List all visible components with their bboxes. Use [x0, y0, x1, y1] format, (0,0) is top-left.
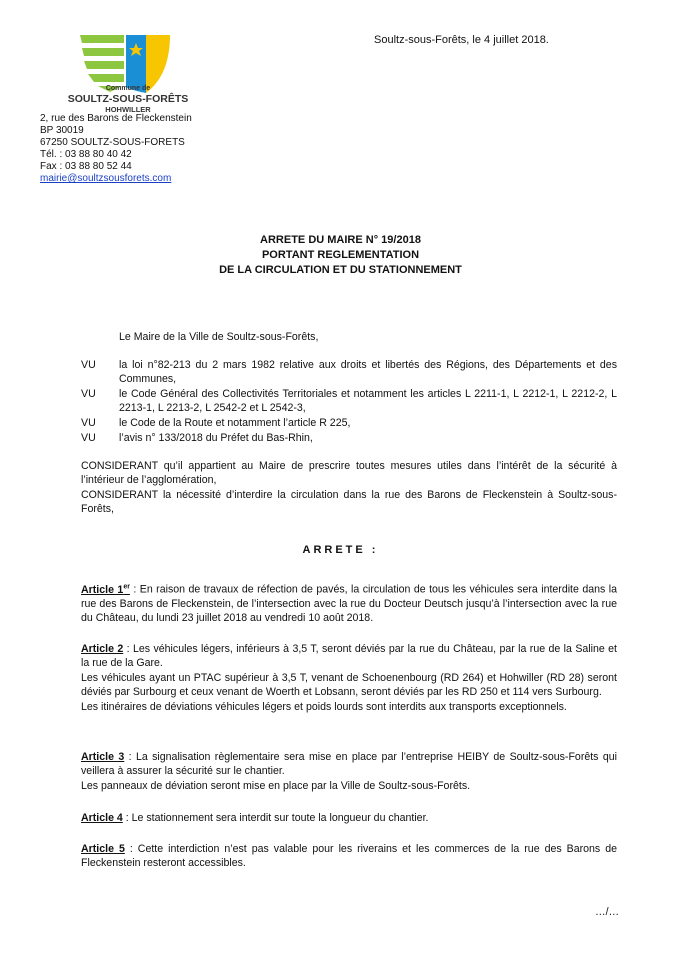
vu-label: VU [81, 432, 96, 444]
article-label: Article 2 [81, 643, 124, 655]
continuation-mark: …/… [595, 906, 620, 918]
address-line: 2, rue des Barons de Fleckenstein [40, 113, 192, 124]
article-label: Article 1er [81, 583, 130, 596]
vu-text: la loi n°82-213 du 2 mars 1982 relative aux droits et libertés des Régions, des Départements et des Communes, [119, 359, 617, 386]
title-line: DE LA CIRCULATION ET DU STATIONNEMENT [219, 264, 462, 276]
article-text: Les véhicules ayant un PTAC supérieur à 3,5 T, venant de Schoenenbourg (RD 264) et Hohwiller (RD 28) seront déviés par Surbourg et ceux venant de Woerth et Lobsann, seront déviés par les RD 250 et 114 vers Surbourg. [81, 671, 617, 699]
considerant-paragraph: CONSIDERANT qu’il appartient au Maire de prescrire toutes mesures utiles dans l’intérêt de la sécurité à l’intérieur de l’agglomération, [81, 460, 617, 487]
logo-line: Commune de [105, 85, 151, 92]
vu-item [81, 431, 617, 445]
article-text: : En raison de travaux de réfection de pavés, la circulation de tous les véhicules sera interdite dans la rue des Barons de Fleckenstein, de l’intersection avec la rue du Docteur Deutsch jusqu’à l’intersection avec la rue du Château, du lundi 23 juillet 2018 au vendredi 10 août 2018. [81, 583, 618, 625]
title-line: ARRETE DU MAIRE N° 19/2018 [260, 234, 421, 246]
email-link[interactable]: mairie@soultzsousforets.com [40, 173, 172, 184]
article-5 [81, 842, 617, 871]
article-text: : Cette interdiction n’est pas valable pour les riverains et les commerces de la rue des Barons de Fleckenstein resteront accessibles. [81, 843, 618, 870]
article-label: Article 5 [81, 843, 125, 855]
article-text: : Le stationnement sera interdit sur toute la longueur du chantier. [122, 812, 429, 824]
logo-line: HOHWILLER [105, 105, 151, 114]
article-1 [81, 580, 617, 626]
vu-label: VU [81, 359, 96, 371]
article-2 [81, 642, 617, 714]
article-text: : Les véhicules légers, inférieurs à 3,5 T, seront déviés par la rue du Château, par la rue de la Saline et la rue de la Gare. [81, 643, 617, 670]
article-3 [81, 750, 617, 793]
arrete-heading: ARRETE : [302, 544, 379, 556]
intro-line: Le Maire de la Ville de Soultz-sous-Forêts, [119, 331, 319, 343]
fax: Fax : 03 88 80 52 44 [40, 161, 132, 172]
article-label: Article 4 [81, 812, 123, 824]
logo-line: SOULTZ-SOUS-FORÊTS [67, 93, 189, 105]
document-title [0, 233, 681, 278]
article-label: Article 3 [81, 751, 125, 763]
vu-label: VU [81, 417, 96, 429]
considerant-paragraph: CONSIDERANT la nécessité d’interdire la circulation dans la rue des Barons de Fleckenstein à Soultz-sous-Forêts, [81, 489, 617, 516]
vu-text: l’avis n° 133/2018 du Préfet du Bas-Rhin, [119, 432, 313, 444]
title-line: PORTANT REGLEMENTATION [261, 249, 420, 261]
logo-text [60, 84, 196, 114]
vu-item [81, 358, 617, 387]
vu-text: le Code de la Route et notamment l’article R 225, [119, 417, 351, 429]
article-text: : La signalisation règlementaire sera mise en place par l’entreprise HEIBY de Soultz-sous-Forêts qui veillera à assurer la sécurité sur le chantier. [81, 751, 617, 778]
vu-label: VU [81, 388, 96, 400]
phone: Tél. : 03 88 80 40 42 [40, 149, 132, 160]
article-text: Les panneaux de déviation seront mise en place par la Ville de Soultz-sous-Forêts. [81, 779, 471, 792]
vu-item [81, 416, 617, 430]
document-date: Soultz-sous-Forêts, le 4 juillet 2018. [374, 34, 549, 46]
vu-text: le Code Général des Collectivités Territoriales et notamment les articles L 2211-1, L 2212-1, L 2212-2, L 2213-1, L 2213-2, L 2542-2 et L 2542-3, [119, 388, 617, 415]
article-text: Les itinéraires de déviations véhicules légers et poids lourds sont interdits aux transports exceptionnels. [81, 700, 567, 713]
sender-address [40, 113, 192, 185]
article-4 [81, 811, 617, 825]
address-line: 67250 SOULTZ-SOUS-FORETS [40, 137, 185, 148]
vu-item [81, 387, 617, 416]
address-line: BP 30019 [40, 125, 84, 136]
